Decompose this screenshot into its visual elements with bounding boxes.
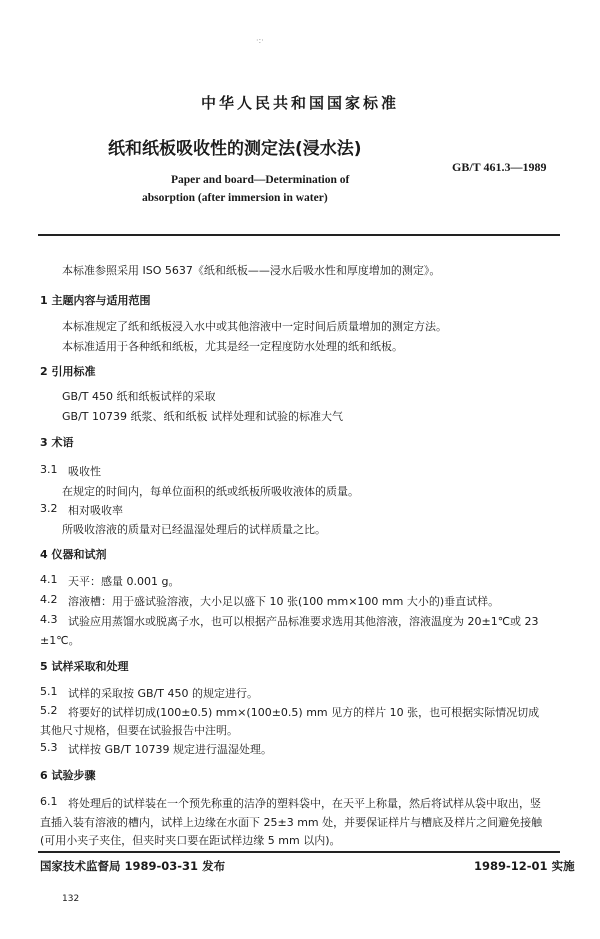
item-6-1-number: 6.1	[40, 795, 58, 808]
item-5-1-text: 试样的采取按 GB/T 450 的规定进行。	[68, 687, 258, 700]
scan-specks: ·:·	[256, 36, 264, 45]
page-number: 132	[62, 894, 80, 904]
item-4-3-text: 试验应用蒸馏水或脱离子水，也可以根据产品标准要求选用其他溶液，溶液温度为 20±1℃或 23	[68, 615, 539, 628]
item-6-1-text: 将处理后的试样装在一个预先称重的洁净的塑料袋中，在天平上称量，然后将试样从袋中取出，竖	[68, 797, 541, 810]
item-5-3-number: 5.3	[40, 741, 58, 754]
national-standard-header: 中华人民共和国国家标准	[200, 94, 399, 112]
title-chinese: 纸和纸板吸收性的测定法(浸水法)	[108, 139, 362, 159]
section-3-heading: 3 术语	[40, 436, 74, 449]
item-5-2-text: 将要好的试样切成(100±0.5) mm×(100±0.5) mm 见方的样片 10 张，也可根据实际情况切成	[68, 706, 540, 719]
item-4-2-text: 溶液槽：用于盛试验溶液，大小足以盛下 10 张(100 mm×100 mm 大小的)垂直试样。	[68, 595, 500, 608]
footer-divider	[38, 851, 560, 853]
reference-2: GB/T 10739 纸浆、纸和纸板 试样处理和试验的标准大气	[62, 410, 343, 423]
section-5-heading: 5 试样采取和处理	[40, 660, 129, 673]
title-english-line-2: absorption (after immersion in water)	[142, 192, 328, 204]
term-2-name: 相对吸收率	[68, 504, 123, 517]
item-5-1-number: 5.1	[40, 685, 58, 698]
term-1-number: 3.1	[40, 463, 58, 476]
term-1-name: 吸收性	[68, 465, 101, 478]
section-4-heading: 4 仪器和试剂	[40, 548, 107, 561]
reference-1: GB/T 450 纸和纸板试样的采取	[62, 390, 216, 403]
item-6-1-continuation-2: (可用小夹子夹住，但夹时夹口要在距试样边缘 5 mm 以内)。	[40, 834, 341, 847]
issue-date: 国家技术监督局 1989-03-31 发布	[40, 859, 226, 873]
section-1-heading: 1 主题内容与适用范围	[40, 294, 151, 307]
term-2-number: 3.2	[40, 502, 58, 515]
title-english-line-1: Paper and board—Determination of	[171, 174, 350, 186]
term-1-definition: 在规定的时间内，每单位面积的纸或纸板所吸收液体的质量。	[62, 485, 359, 498]
item-5-2-continuation: 其他尺寸规格，但要在试验报告中注明。	[40, 724, 238, 737]
standard-code: GB/T 461.3—1989	[452, 160, 547, 174]
section-1-paragraph-2: 本标准适用于各种纸和纸板，尤其是经一定程度防水处理的纸和纸板。	[62, 340, 403, 353]
item-4-3-number: 4.3	[40, 613, 58, 626]
item-5-2-number: 5.2	[40, 704, 58, 717]
term-2-definition: 所吸收溶液的质量对已经温湿处理后的试样质量之比。	[62, 523, 326, 536]
section-1-paragraph-1: 本标准规定了纸和纸板浸入水中或其他溶液中一定时间后质量增加的测定方法。	[62, 320, 447, 333]
header-divider	[38, 234, 560, 236]
item-6-1-continuation-1: 直插入装有溶液的槽内，试样上边缘在水面下 25±3 mm 处，并要保证样片与槽底及样片之间避免接触	[40, 816, 543, 829]
section-2-heading: 2 引用标准	[40, 365, 96, 378]
item-4-2-number: 4.2	[40, 593, 58, 606]
section-6-heading: 6 试验步骤	[40, 769, 96, 782]
item-4-1-number: 4.1	[40, 573, 58, 586]
effective-date: 1989-12-01 实施	[474, 859, 575, 873]
intro-paragraph: 本标准参照采用 ISO 5637《纸和纸板——浸水后吸水性和厚度增加的测定》。	[62, 264, 441, 277]
item-5-3-text: 试样按 GB/T 10739 规定进行温湿处理。	[68, 743, 272, 756]
item-4-3-continuation: ±1℃。	[40, 634, 80, 647]
item-4-1-text: 天平：感量 0.001 g。	[68, 575, 180, 588]
